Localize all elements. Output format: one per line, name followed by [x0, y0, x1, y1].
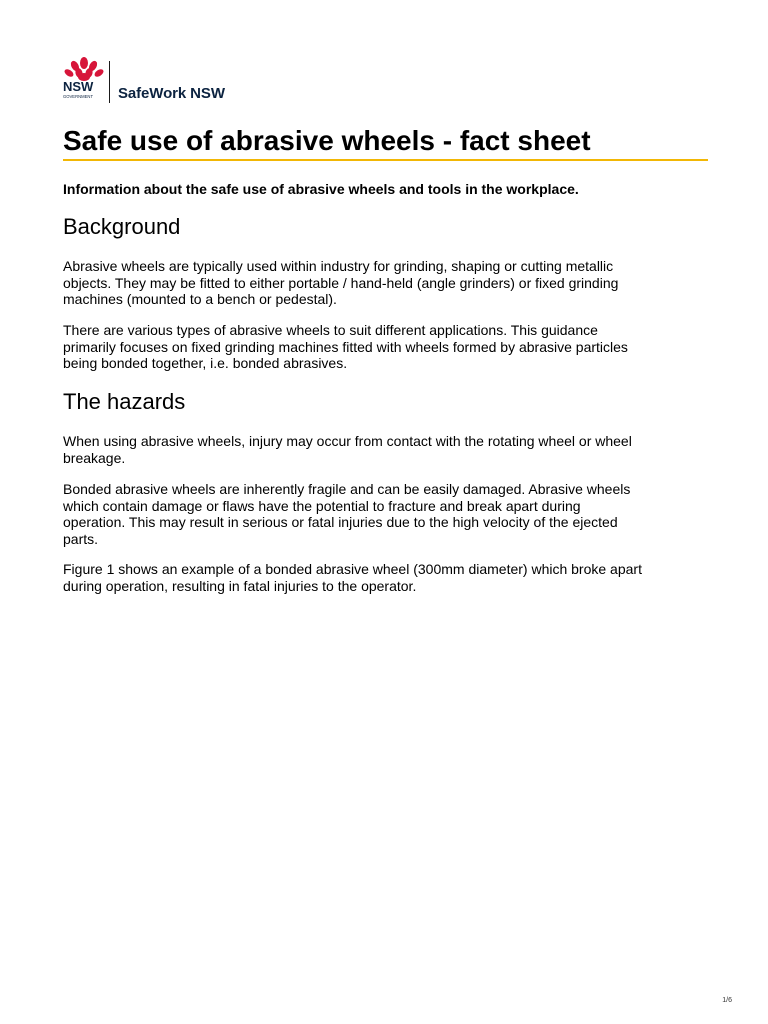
- paragraph-line: during operation, resulting in fatal injuries to the operator.: [63, 577, 417, 594]
- waratah-logo-icon: [62, 57, 106, 105]
- paragraph-line: Abrasive wheels are typically used within industry for grinding, shaping or cutting metallic: [63, 258, 614, 274]
- paragraph-line: Bonded abrasive wheels are inherently fragile and can be easily damaged. Abrasive wheels: [63, 481, 631, 497]
- paragraph: [63, 258, 713, 308]
- paragraph: [63, 481, 713, 547]
- title-underline: [63, 159, 708, 161]
- nsw-safework-logo: [62, 57, 225, 105]
- paragraph-line: There are various types of abrasive wheels to suit different applications. This guidance: [63, 322, 598, 338]
- paragraph-line: Figure 1 shows an example of a bonded abrasive wheel (300mm diameter) which broke apart: [63, 561, 642, 577]
- page-title: Safe use of abrasive wheels - fact sheet: [63, 125, 591, 156]
- government-wordmark: GOVERNMENT: [63, 94, 94, 99]
- page-number: 1/6: [722, 997, 732, 1004]
- nsw-wordmark: NSW: [63, 79, 94, 94]
- paragraph: [63, 433, 713, 466]
- paragraph: [63, 561, 713, 594]
- paragraph-line: being bonded together, i.e. bonded abrasives.: [63, 355, 348, 372]
- paragraph-line: When using abrasive wheels, injury may occur from contact with the rotating wheel or wheel: [63, 433, 632, 449]
- section-heading-background: Background: [63, 214, 181, 239]
- logo-divider: [109, 61, 110, 103]
- paragraph: [63, 322, 713, 372]
- paragraph-line: primarily focuses on fixed grinding machines fitted with wheels formed by abrasive particles: [63, 338, 628, 355]
- agency-name: SafeWork NSW: [118, 85, 225, 102]
- paragraph-line: machines (mounted to a bench or pedestal).: [63, 291, 337, 308]
- paragraph-line: parts.: [63, 530, 99, 547]
- paragraph-line: operation. This may result in serious or fatal injuries due to the high velocity of the ejected: [63, 514, 618, 531]
- paragraph-line: which contain damage or flaws have the potential to fracture and break apart during: [63, 497, 581, 514]
- paragraph-line: breakage.: [63, 449, 126, 466]
- section-heading-hazards: The hazards: [63, 389, 186, 414]
- paragraph-line: objects. They may be fitted to either portable / hand-held (angle grinders) or fixed grinding: [63, 274, 619, 291]
- intro-summary: Information about the safe use of abrasive wheels and tools in the workplace.: [63, 181, 579, 197]
